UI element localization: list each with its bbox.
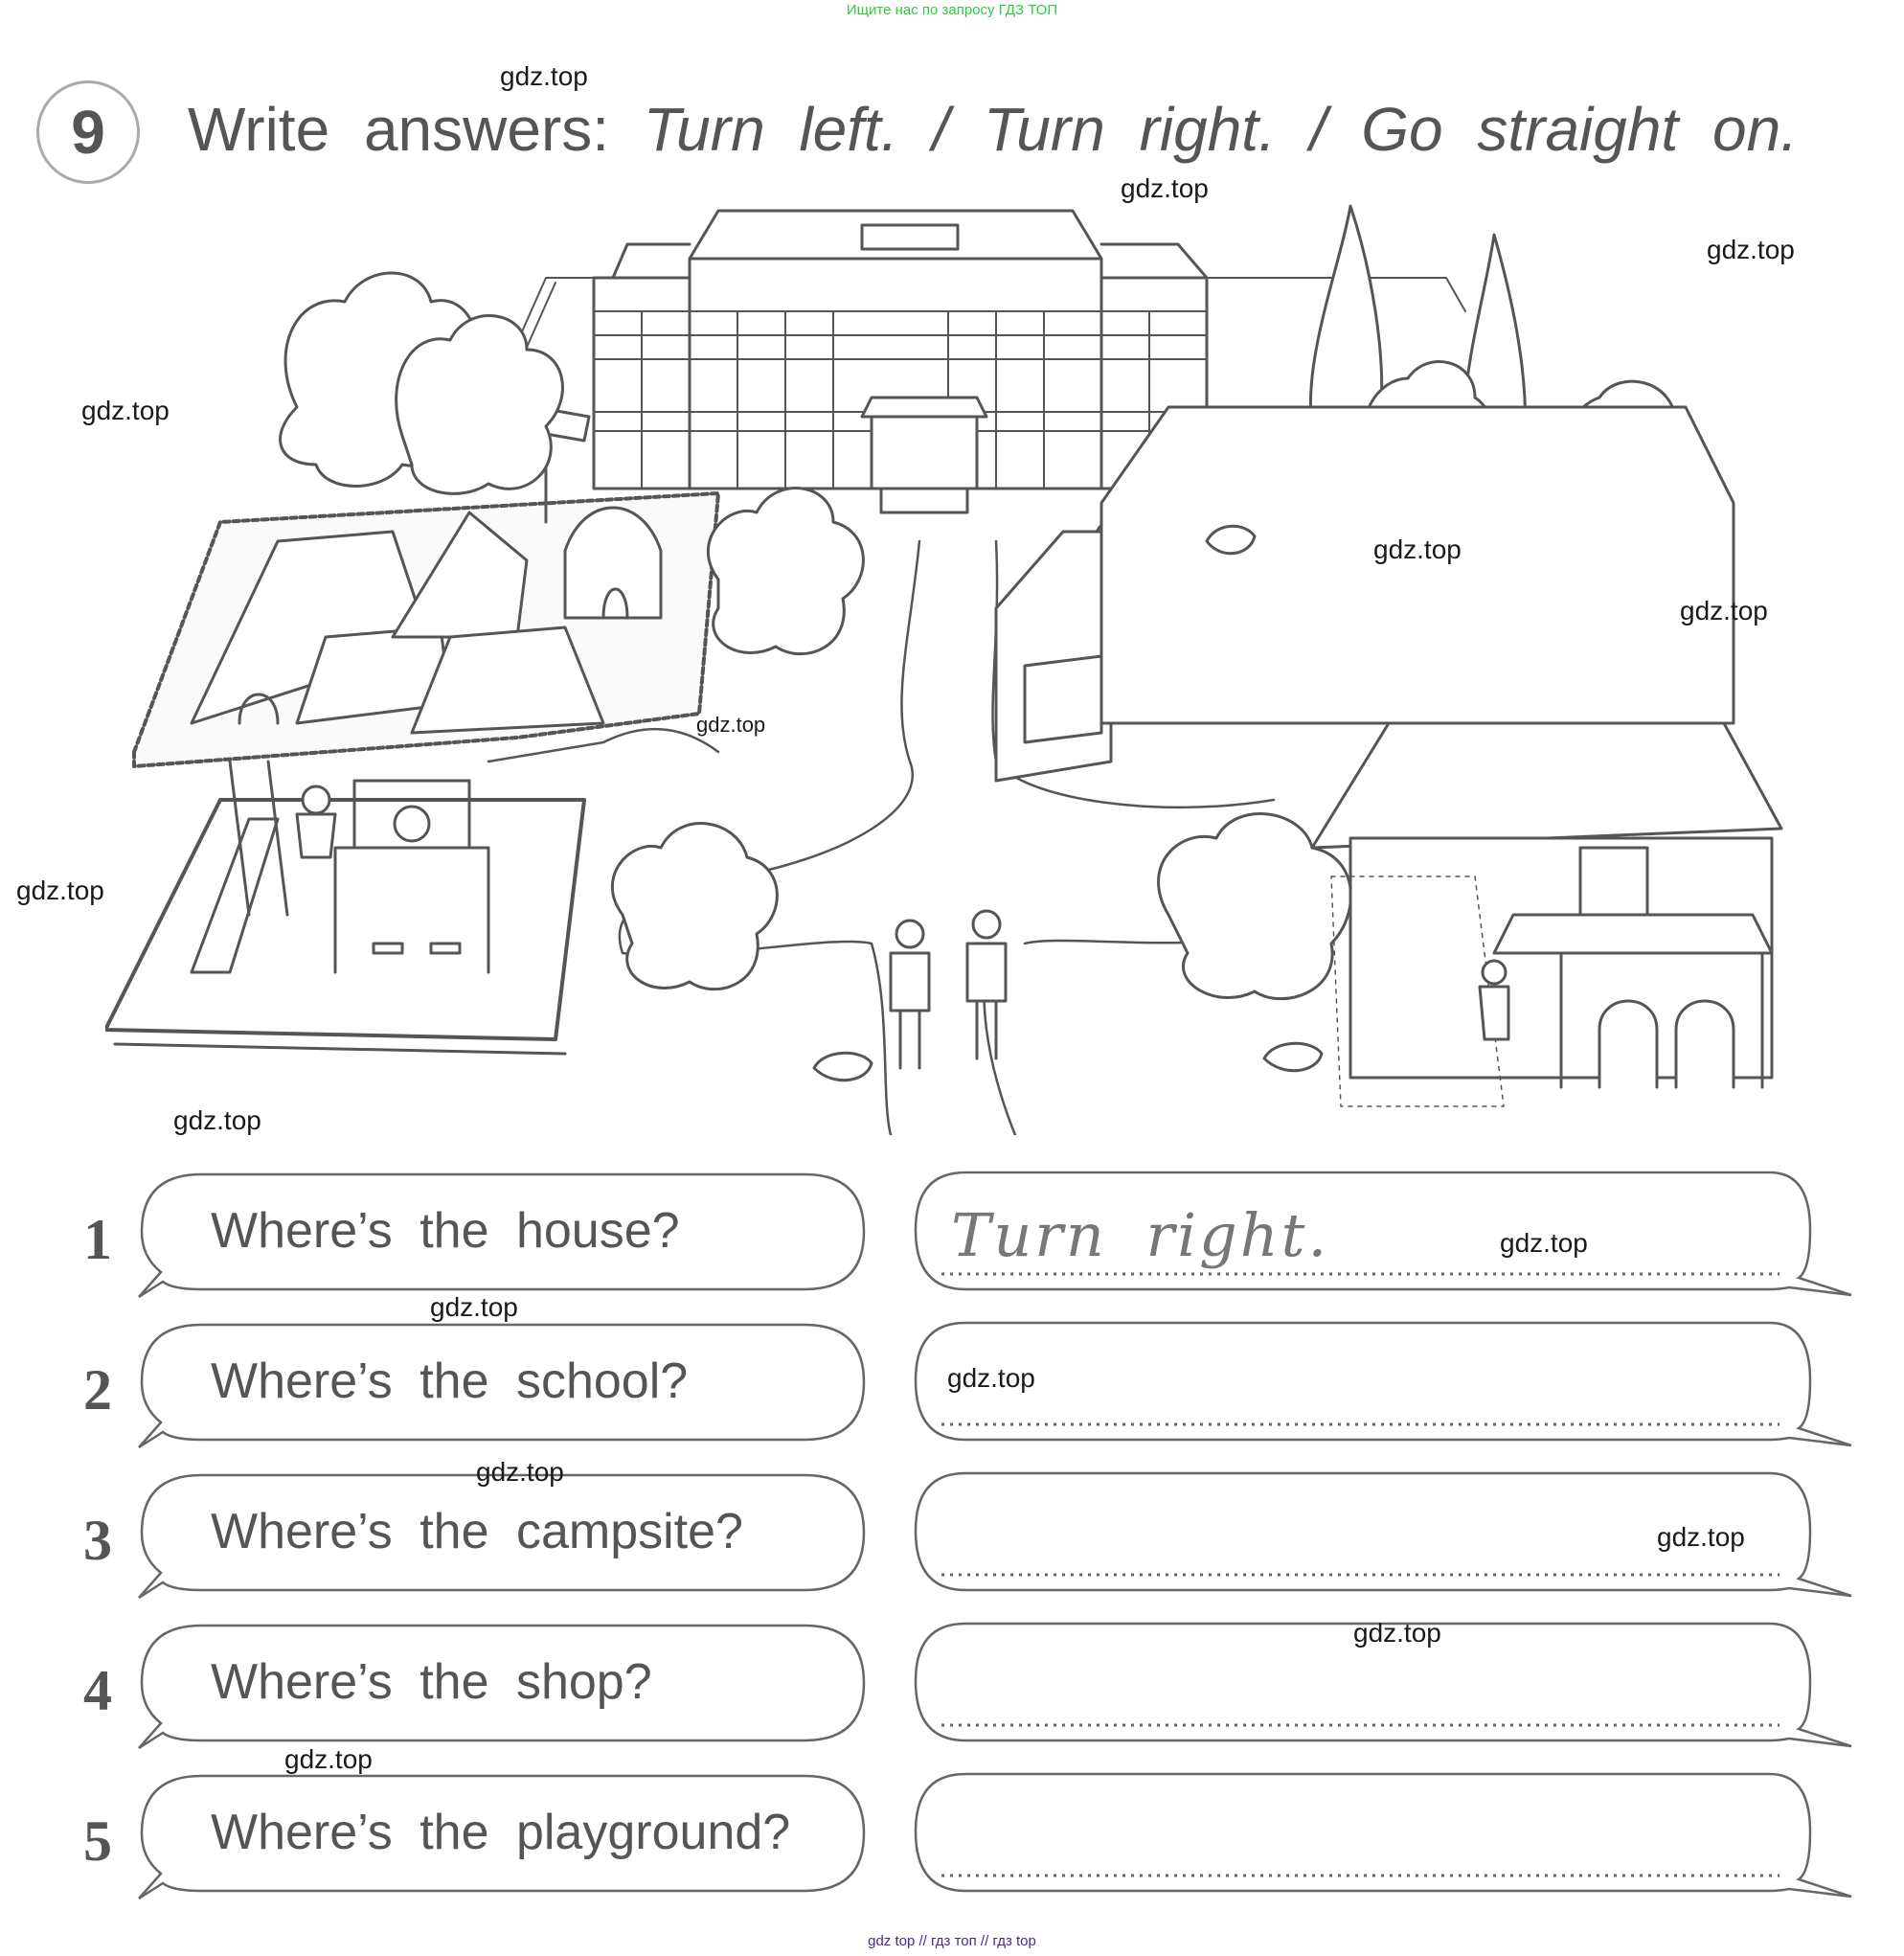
exercise-number-badge: 9 — [36, 80, 140, 184]
question-number: 2 — [83, 1358, 112, 1422]
watermark: gdz.top — [1121, 173, 1209, 203]
instruction-options: Turn left. / Turn right. / Go straight on. — [643, 95, 1798, 164]
bottom-banner[interactable]: gdz top // гдз топ // гдз top — [868, 1933, 1036, 1949]
question-bubble — [134, 1770, 872, 1904]
question-number: 1 — [83, 1208, 112, 1271]
watermark: gdz.top — [430, 1292, 518, 1322]
top-banner[interactable]: Ищите нас по запросу ГДЗ ТОП — [846, 2, 1058, 18]
watermark: gdz.top — [500, 61, 588, 91]
answer-bubble — [908, 1317, 1856, 1456]
watermark: gdz.top — [476, 1457, 564, 1487]
answer-bubble — [908, 1768, 1856, 1907]
question-bubble — [134, 1169, 872, 1303]
question-bubble — [134, 1319, 872, 1453]
town-map-illustration — [105, 187, 1801, 1135]
watermark: gdz.top — [81, 396, 170, 425]
watermark: gdz.top — [947, 1363, 1035, 1393]
watermark: gdz.top — [1373, 534, 1462, 564]
watermark: gdz.top — [284, 1744, 373, 1774]
answer-bubble — [908, 1167, 1856, 1306]
watermark: gdz.top — [1353, 1618, 1441, 1648]
instruction-lead: Write answers: — [188, 95, 610, 164]
question-text: Where’s the campsite? — [211, 1504, 743, 1559]
school-building — [594, 211, 1207, 512]
question-number: 4 — [83, 1659, 112, 1722]
question-text: Where’s the house? — [211, 1203, 680, 1259]
question-bubble — [134, 1469, 872, 1603]
exercise-instruction — [188, 94, 1798, 165]
answer-text[interactable]: Turn right. — [951, 1200, 1330, 1270]
question-bubble — [134, 1620, 872, 1754]
question-number: 3 — [83, 1509, 112, 1572]
house-building — [1312, 723, 1781, 1106]
playground — [105, 762, 584, 1054]
watermark: gdz.top — [1707, 235, 1795, 264]
watermark: gdz.top — [1500, 1228, 1588, 1258]
question-number: 5 — [83, 1809, 112, 1873]
watermark: gdz.top — [1680, 596, 1768, 625]
question-text: Where’s the playground? — [211, 1805, 791, 1860]
watermark: gdz.top — [696, 713, 766, 737]
watermark: gdz.top — [1657, 1522, 1745, 1552]
question-text: Where’s the school? — [211, 1353, 689, 1409]
watermark: gdz.top — [173, 1105, 261, 1135]
watermark: gdz.top — [16, 876, 104, 905]
question-text: Where’s the shop? — [211, 1654, 652, 1710]
